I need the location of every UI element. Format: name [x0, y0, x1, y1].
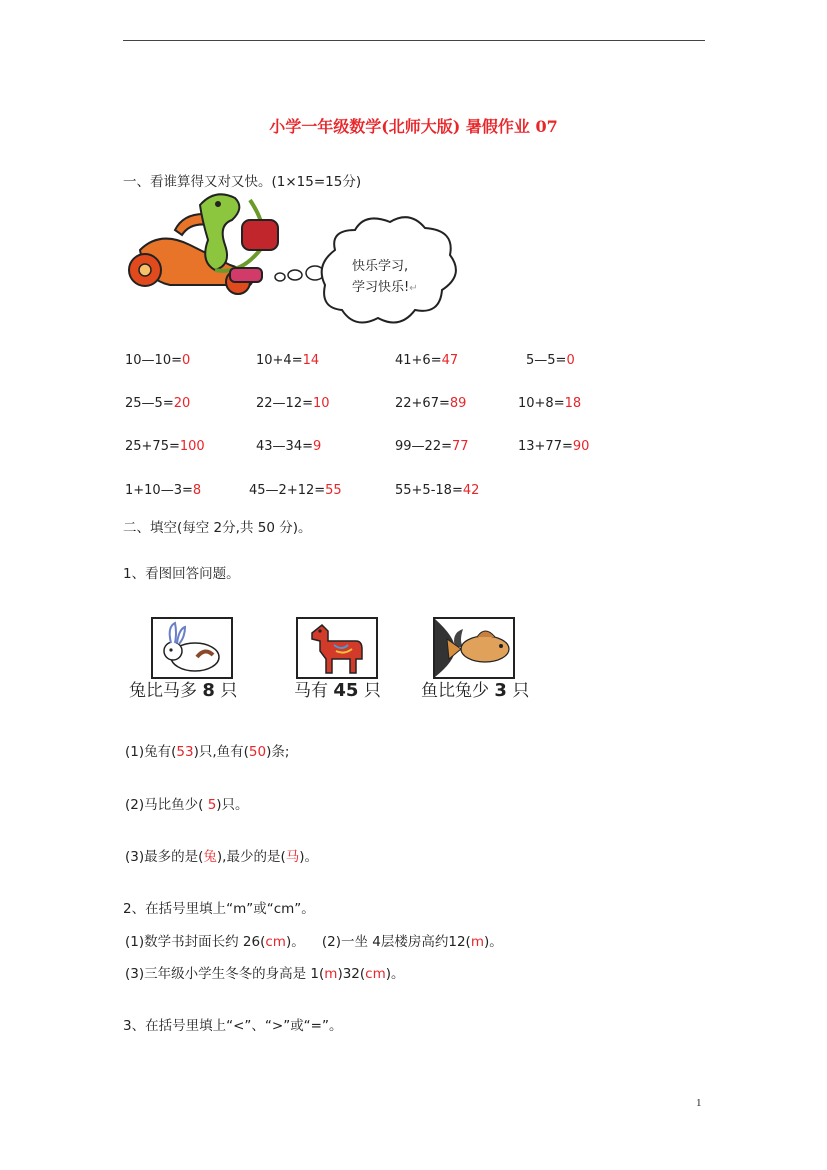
- bubble-text-line1: 快乐学习,: [352, 259, 409, 274]
- header-rule: [123, 40, 705, 41]
- q1-line2: (2)马比鱼少( 5)只。: [125, 797, 249, 813]
- equation: 99—22=77: [395, 439, 469, 454]
- rabbit-icon: [153, 619, 231, 677]
- equation: 43—34=9: [256, 439, 322, 454]
- horse-picture: [296, 617, 378, 679]
- rabbit-caption: 兔比马多 8 只: [129, 680, 238, 701]
- bubble-text-line2-wrap: [352, 276, 418, 295]
- equation: 25+75=100: [125, 439, 205, 454]
- equation: 10+4=14: [256, 353, 320, 368]
- fish-picture: [433, 617, 515, 679]
- page-number: 1: [696, 1097, 702, 1109]
- equation: 25—5=20: [125, 396, 191, 411]
- horse-caption: 马有 45 只: [294, 680, 381, 701]
- question1-heading: 1、看图回答问题。: [123, 566, 240, 582]
- fish-icon: [435, 619, 513, 677]
- bubble-paragraph-mark: ↵: [409, 283, 418, 294]
- equation: 10+8=18: [518, 396, 582, 411]
- horse-icon: [298, 619, 376, 677]
- page-title: 小学一年级数学(北师大版) 暑假作业 07: [269, 117, 558, 136]
- equation: 55+5-18=42: [395, 483, 480, 498]
- bubble-text-line2: 学习快乐!: [352, 280, 410, 295]
- equation: 13+77=90: [518, 439, 590, 454]
- equation: 22—12=10: [256, 396, 330, 411]
- q1-line3: (3)最多的是(兔),最少的是(马)。: [125, 849, 318, 865]
- q2-line1: (1)数学书封面长约 26(cm)。 (2)一坐 4层楼房高约12(m)。: [125, 934, 503, 950]
- question2-heading: 2、在括号里填上“m”或“cm”。: [123, 901, 315, 917]
- section2-heading: 二、填空(每空 2分,共 50 分)。: [123, 520, 312, 536]
- equation: 5—5=0: [526, 353, 575, 368]
- equation: 45—2+12=55: [249, 483, 342, 498]
- q2-line2: (3)三年级小学生冬冬的身高是 1(m)32(cm)。: [125, 966, 405, 982]
- equation: 10—10=0: [125, 353, 191, 368]
- section1-heading: 一、看谁算得又对又快。(1×15=15分): [123, 174, 362, 190]
- equation: 22+67=89: [395, 396, 467, 411]
- equation: 41+6=47: [395, 353, 459, 368]
- fish-caption: 鱼比兔少 3 只: [421, 680, 530, 701]
- rabbit-picture: [151, 617, 233, 679]
- equation: 1+10—3=8: [125, 483, 202, 498]
- question3-heading: 3、在括号里填上“<”、“>”或“=”。: [123, 1018, 343, 1034]
- lizard-scooter-illustration: [120, 190, 465, 335]
- q1-line1: (1)兔有(53)只,鱼有(50)条;: [125, 744, 290, 760]
